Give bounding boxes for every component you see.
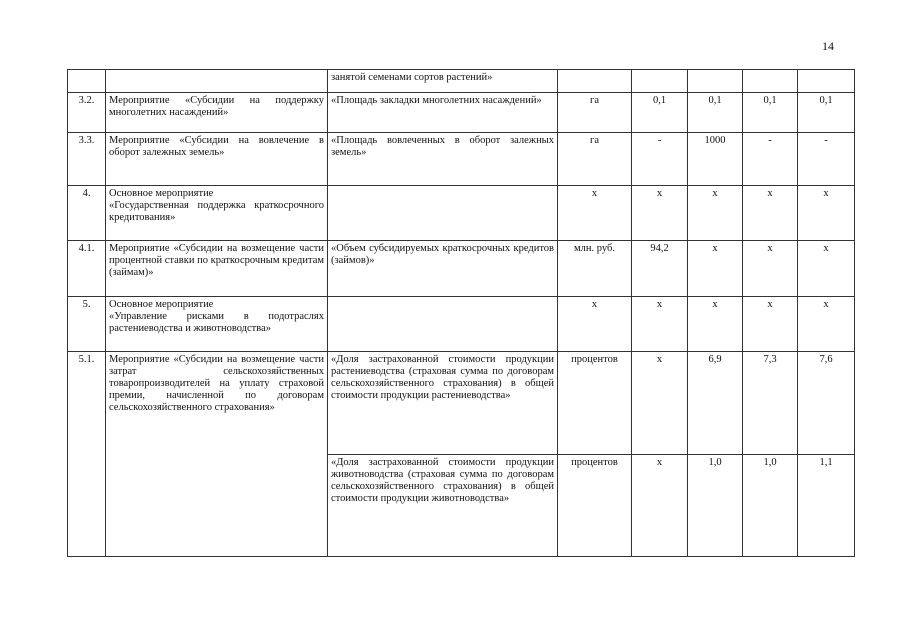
table-row bbox=[68, 297, 855, 352]
cell-num bbox=[68, 70, 106, 93]
cell-num: 3.2. bbox=[68, 93, 106, 133]
cell-value bbox=[632, 70, 688, 93]
cell-unit: процентов bbox=[558, 455, 632, 557]
cell-value bbox=[743, 70, 798, 93]
cell-indicator: «Площадь вовлеченных в оборот залежных земель» bbox=[328, 133, 558, 186]
cell-value: 0,1 bbox=[688, 93, 743, 133]
activity-line: Основное мероприятие bbox=[109, 299, 214, 310]
cell-value: 1,0 bbox=[688, 455, 743, 557]
table-row bbox=[68, 133, 855, 186]
activity-line: «Управление рисками в подотраслях растениеводства и животноводства» bbox=[109, 311, 324, 334]
cell-value bbox=[798, 70, 855, 93]
cell-unit: х bbox=[558, 186, 632, 241]
cell-value: 0,1 bbox=[743, 93, 798, 133]
cell-value: х bbox=[798, 186, 855, 241]
cell-value: 0,1 bbox=[632, 93, 688, 133]
cell-indicator bbox=[328, 297, 558, 352]
cell-unit bbox=[558, 70, 632, 93]
table-row bbox=[68, 93, 855, 133]
cell-value bbox=[688, 70, 743, 93]
cell-num: 4.1. bbox=[68, 241, 106, 297]
cell-num: 4. bbox=[68, 186, 106, 241]
table-row bbox=[68, 241, 855, 297]
table-row bbox=[68, 352, 855, 455]
cell-activity bbox=[106, 297, 328, 352]
cell-value: 7,3 bbox=[743, 352, 798, 455]
cell-value: 0,1 bbox=[798, 93, 855, 133]
cell-activity: Мероприятие «Субсидии на возмещение части процентной ставки по краткосрочным кредитам (займам)» bbox=[106, 241, 328, 297]
cell-activity: Мероприятие «Субсидии на возмещение части затрат сельскохозяйственных товаропроизводителей на уплату страховой премии, начисленной по договорам сельскохозяйственного страхования» bbox=[106, 352, 328, 557]
cell-unit: млн. руб. bbox=[558, 241, 632, 297]
cell-activity: Мероприятие «Субсидии на поддержку многолетних насаждений» bbox=[106, 93, 328, 133]
table-row bbox=[68, 186, 855, 241]
activity-line: Основное мероприятие bbox=[109, 188, 214, 199]
cell-value: х bbox=[632, 455, 688, 557]
cell-value: - bbox=[632, 133, 688, 186]
cell-value: х bbox=[798, 297, 855, 352]
cell-activity: Мероприятие «Субсидии на вовлечение в оборот залежных земель» bbox=[106, 133, 328, 186]
cell-activity bbox=[106, 70, 328, 93]
cell-value: 94,2 bbox=[632, 241, 688, 297]
cell-unit: га bbox=[558, 93, 632, 133]
cell-value: 1000 bbox=[688, 133, 743, 186]
cell-unit: га bbox=[558, 133, 632, 186]
cell-value: - bbox=[798, 133, 855, 186]
cell-num: 5. bbox=[68, 297, 106, 352]
cell-indicator: «Объем субсидируемых краткосрочных кредитов (займов)» bbox=[328, 241, 558, 297]
cell-value: 7,6 bbox=[798, 352, 855, 455]
cell-num: 5.1. bbox=[68, 352, 106, 557]
indicators-table bbox=[67, 69, 855, 557]
cell-value: - bbox=[743, 133, 798, 186]
cell-value: х bbox=[688, 297, 743, 352]
cell-value: х bbox=[743, 297, 798, 352]
cell-value: х bbox=[798, 241, 855, 297]
cell-activity bbox=[106, 186, 328, 241]
cell-indicator: занятой семенами сортов растений» bbox=[328, 70, 558, 93]
page-number: 14 bbox=[822, 39, 834, 53]
cell-indicator: «Доля застрахованной стоимости продукции животноводства (страховая сумма по договорам сельскохозяйственного страхования) в общей стоимости продукции животноводства» bbox=[328, 455, 558, 557]
cell-indicator: «Доля застрахованной стоимости продукции растениеводства (страховая сумма по договорам сельскохозяйственного страхования) в общей стоимости продукции растениеводства» bbox=[328, 352, 558, 455]
cell-value: 6,9 bbox=[688, 352, 743, 455]
activity-line: «Государственная поддержка краткосрочного кредитования» bbox=[109, 200, 324, 223]
cell-value: х bbox=[632, 186, 688, 241]
cell-value: х bbox=[688, 186, 743, 241]
cell-unit: процентов bbox=[558, 352, 632, 455]
cell-value: х bbox=[743, 186, 798, 241]
cell-value: х bbox=[632, 297, 688, 352]
cell-indicator: «Площадь закладки многолетних насаждений» bbox=[328, 93, 558, 133]
cell-value: 1,1 bbox=[798, 455, 855, 557]
table-row bbox=[68, 70, 855, 93]
cell-num: 3.3. bbox=[68, 133, 106, 186]
cell-value: х bbox=[632, 352, 688, 455]
cell-value: х bbox=[688, 241, 743, 297]
cell-value: х bbox=[743, 241, 798, 297]
cell-value: 1,0 bbox=[743, 455, 798, 557]
cell-unit: х bbox=[558, 297, 632, 352]
cell-indicator bbox=[328, 186, 558, 241]
